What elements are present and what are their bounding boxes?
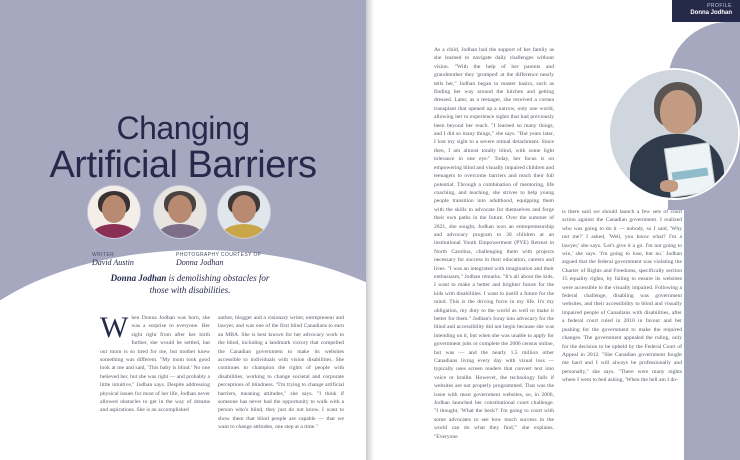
photo-credit	[176, 252, 261, 267]
photo-label: PHOTOGRAPHY COURTESY OF	[176, 252, 262, 258]
article-dek	[100, 272, 280, 296]
portrait-photo-2	[154, 186, 206, 238]
portrait-photo-1	[88, 186, 140, 238]
article-title-line-2: Artificial Barriers	[49, 144, 317, 186]
right-column-1-text: As a child, Jodhan had the support of her family as she learned to navigate daily challenges without vision. "With the help of her parents and grandmother they 'grumped' at the difference nearly tells her," Jodhan began to master basics, such as finding her way around the kitchen and getting dressed. Later, as a teenager, she received a cornea transplant that opened up a narrow, only one world, allowing her to experience sights that had previously been beyond her reach. "I learned so many things, and I did so many things," she says. "But years later, I lost my sight to a severe retinal detachment. Since then, I am almost totally blind, with some light tolerance in one eye." Today, her focus is on empowering blind and visually impaired children and teenagers to overcome barriers and reach their full potential. Through a combination of mentoring, life coaching, and teaching, she strives to help young people transition into adulthood, equipping them with the skills to advocate for themselves and forge their own paths in the future. Over the summer of 2021, she sought, Jodhan won an entrepreneurship and advocacy program to 30 children at an institutional Youth Empowerment (PYE) Retreat in North Carolina, challenging them with projects necessary for success in their education, careers and lives. "I was an integrated with imagination and their enthusiasm," Jodhan remarks. "It's all about the kids. I want to make a better and brighter future for the kids with disabilities. I want to instill a future for the mind. This is the driving force in my life. It's my obligation, my duty to the world as well to make it better for them." Jodhan's foray into advocacy for the blind and accessibility did not begin because she was intending on it, but when she was unable to apply for government jobs or complete the 2006 census online, but was — and the nearly 1.5 million other Canadians living every day with visual loss — typically uses screen readers that convert text into voice or braille. However, the technology falls if websites are not properly programmed. That was the issue with most government websites, so, in 2006, Jodhan launched her constitutional court challenge. "I thought, 'What the heck?' I'm going to court with some advocates to see how much success in the world can do what they find,'" she explains. "Everyone	[434, 47, 554, 440]
section-name: Donna Jodhan	[690, 10, 732, 16]
left-column-2	[218, 314, 344, 460]
left-column-1	[100, 314, 210, 460]
portrait-photo-3	[218, 186, 270, 238]
right-column-2	[562, 208, 682, 460]
subject-photo	[610, 70, 738, 198]
right-page	[374, 0, 740, 460]
profile-section-tab	[672, 0, 740, 22]
photo-name: Donna Jodhan	[176, 258, 224, 267]
right-column-1	[434, 46, 554, 460]
left-column-2-text: author, blogger and a visionary writer, entrepreneur and lawyer, and was one of the first blind Canadians to earn an MBA. She is best known for her advocacy work to the blind, including a landmark victory that compelled the Canadian government to make its websites accessible to individuals with vision disabilities. She continues to champion the rights of people with disabilities, working to change societal and corporate perceptions of blindness. "I'm trying to change artificial barriers, meaning attitudes," she says. "I think if someone has never had the opportunity to walk with a person who's blind, they just do not know. I want to show them that blind people are capable — that we want to change attitudes, one step at a time."	[218, 315, 344, 431]
writer-name: David Austin	[92, 258, 134, 267]
right-column-2-text: is there said we should launch a few sets of court action against the Canadian government. I realized who was going to do it — nobody, so I said, 'Why not me?' I asked, 'Well, you know what? I'm a lawyer,' she says. 'Let's give it a go. I'm not going to win,' she says. 'I'm going to lose, but no.' Jodhan argued that the federal government was violating the Charter of Rights and Freedoms, specifically section 15 equality rights, by failing to ensure its websites were accessible to the visually impaired. Following a federal challenge, disabling was government websites, and their accessibility to blind and visually impaired people of Canadians with disabilities, after a federal court ruled in 2010 in favour and her pushing for the government to make the required changes. The government appealed the ruling, only for the decision to be upheld by the Federal Court of Appeal in 2012. "She Canadian government fought me hard and I will always be professionally and personally," she says. "There were many nights where I went to bed asking, 'When the hell am I do-	[562, 209, 682, 384]
drop-cap: W	[100, 314, 129, 344]
section-label: PROFILE	[707, 3, 732, 9]
article-title-line-1: Changing	[116, 110, 250, 146]
dek-text: is demolishing obstacles for those with disabilities.	[149, 273, 270, 295]
writer-label: WRITER	[92, 252, 115, 258]
left-column-1-text: hen Donna Jodhan was born, she was a surprise to everyone. Her sight right from after her birth further, she would be settled, but our mom is so tired for me, but mother knew something was different. "My mom took good look at me and said, 'This baby is blind.' No one believed her, but she was right — and probably a little intuitive," Jodhan says. Despite addressing physical issues for most of her life, Jodhan never allowed obstacles to get in the way of dreams and aspirations. She is an accomplished	[100, 315, 210, 414]
page-gutter	[366, 0, 374, 460]
dek-name: Donna Jodhan	[110, 273, 167, 283]
left-page	[0, 0, 366, 460]
writer-credit	[92, 252, 134, 267]
